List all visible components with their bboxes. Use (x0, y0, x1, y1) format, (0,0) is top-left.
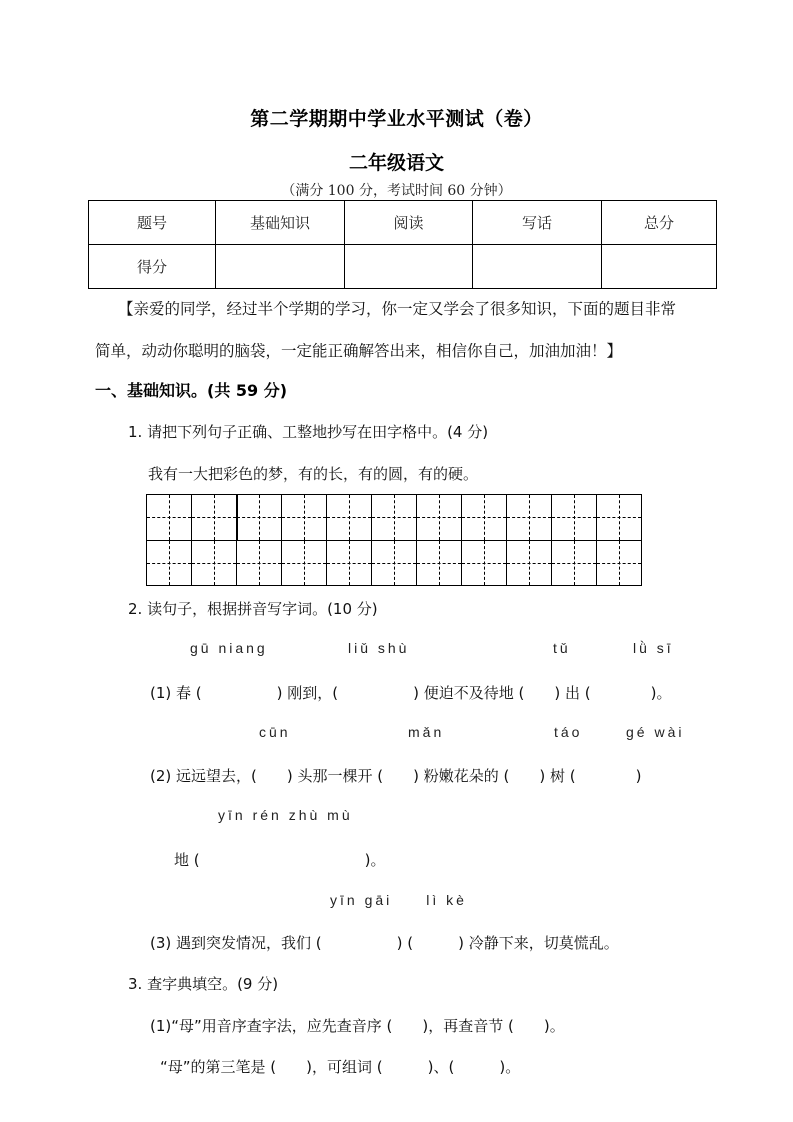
q2-s3-pinyin: yīn gāi lì kè (330, 892, 467, 908)
intro-line-1: 【亲爱的同学，经过半个学期的学习，你一定又学会了很多知识，下面的题目非常 (118, 300, 677, 318)
grid-cell[interactable] (597, 495, 642, 541)
q2-s1-pinyin-1: gū niang (190, 640, 268, 656)
q2-sentence-3: (3) 遇到突发情况，我们 ( ) ( ) 冷静下来，切莫慌乱。 (150, 934, 619, 952)
score-table (88, 200, 717, 289)
q2-s2-pinyin-4: gé wài (626, 724, 685, 740)
exam-subtitle: 二年级语文 (348, 152, 444, 174)
exam-meta: （满分 100 分，考试时间 60 分钟） (281, 183, 512, 199)
header-cell-writing: 写话 (473, 201, 602, 245)
grid-cell[interactable] (282, 495, 327, 541)
grid-cell[interactable] (462, 495, 507, 541)
intro-line-2: 简单，动动你聪明的脑袋，一定能正确解答出来，相信你自己，加油加油！】 (95, 342, 623, 360)
grid-cell[interactable] (372, 495, 417, 541)
grid-cell[interactable] (417, 495, 462, 541)
q2-s1-pinyin-2: liǔ shù (348, 640, 410, 656)
grid-cell[interactable] (552, 541, 597, 587)
grid-cell[interactable] (462, 541, 507, 587)
section-heading-basic: 一、基础知识。(共 59 分) (95, 381, 288, 400)
q2-sentence-2-cont: 地 ( )。 (174, 851, 386, 869)
q2-s1-pinyin-3: tǔ (553, 640, 571, 656)
grid-cell[interactable] (552, 495, 597, 541)
grid-cell[interactable] (192, 541, 237, 587)
grid-cell[interactable] (327, 495, 372, 541)
grid-cell[interactable] (597, 541, 642, 587)
grid-cell[interactable] (327, 541, 372, 587)
grid-cell[interactable] (237, 495, 282, 541)
score-cell-total[interactable] (602, 245, 717, 289)
q2-sentence-2: (2) 远远望去，( ) 头那一棵开 ( ) 粉嫩花朵的 ( ) 树 ( ) (150, 767, 642, 785)
grid-cell[interactable] (507, 541, 552, 587)
q1-sentence: 我有一大把彩色的梦，有的长，有的圆，有的硬。 (148, 465, 479, 483)
score-table-header-row (89, 201, 717, 245)
grid-cell[interactable] (192, 495, 237, 541)
grid-cell[interactable] (507, 495, 552, 541)
grid-cell[interactable] (147, 495, 192, 541)
score-row-label: 得分 (89, 245, 216, 289)
tianzige-grid[interactable] (146, 494, 642, 586)
grid-cell[interactable] (417, 541, 462, 587)
score-table-score-row (89, 245, 717, 289)
grid-cell[interactable] (147, 541, 192, 587)
q3-line-2: “母”的第三笔是 ( )，可组词 ( )、( )。 (160, 1058, 521, 1076)
q2-s2-pinyin-line2: yīn rén zhù mù (218, 807, 353, 823)
q2-s2-pinyin-2: mǎn (408, 724, 445, 740)
q2-s2-pinyin-3: táo (554, 724, 583, 740)
header-cell-reading: 阅读 (345, 201, 473, 245)
q2-s1-pinyin-4: lǜ sī (633, 640, 674, 656)
header-cell-question-no: 题号 (89, 201, 216, 245)
q3-line-1: (1)“母”用音序查字法，应先查音序 ( )，再查音节 ( )。 (150, 1017, 565, 1035)
exam-title: 第二学期期中学业水平测试（卷） (250, 108, 543, 130)
q3-prompt: 3. 查字典填空。(9 分) (128, 975, 279, 993)
q1-prompt: 1. 请把下列句子正确、工整地抄写在田字格中。(4 分) (128, 423, 489, 441)
header-cell-basic: 基础知识 (216, 201, 345, 245)
q2-sentence-1: (1) 春 ( ) 刚到，( ) 便迫不及待地 ( ) 出 ( )。 (150, 684, 672, 702)
q2-prompt: 2. 读句子，根据拼音写字词。(10 分) (128, 600, 378, 618)
text-cursor-mark (236, 494, 238, 540)
grid-cell[interactable] (372, 541, 417, 587)
grid-cell[interactable] (237, 541, 282, 587)
q2-s2-pinyin-1: cūn (259, 724, 291, 740)
score-cell-reading[interactable] (345, 245, 473, 289)
score-cell-basic[interactable] (216, 245, 345, 289)
grid-cell[interactable] (282, 541, 327, 587)
header-cell-total: 总分 (602, 201, 717, 245)
score-cell-writing[interactable] (473, 245, 602, 289)
